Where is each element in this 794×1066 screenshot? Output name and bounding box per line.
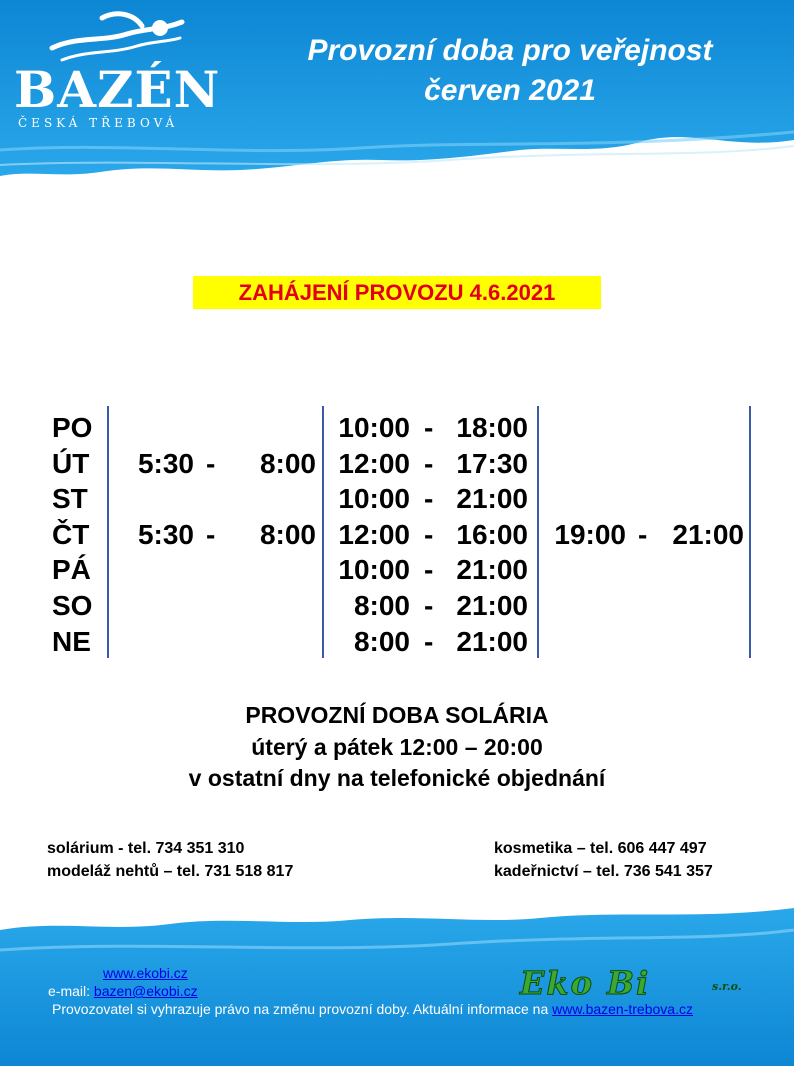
solarium-heading: PROVOZNÍ DOBA SOLÁRIA bbox=[245, 702, 549, 728]
morning-to: 8:00 bbox=[259, 518, 316, 550]
opening-announcement: ZAHÁJENÍ PROVOZU 4.6.2021 bbox=[193, 276, 601, 309]
schedule-row bbox=[0, 588, 794, 624]
afternoon-dash: - bbox=[424, 590, 434, 621]
afternoon-from: 8:00 bbox=[353, 625, 410, 657]
contact-cosmetics: kosmetika – tel. 606 447 497 bbox=[494, 840, 707, 857]
footer-notice bbox=[52, 1001, 693, 1018]
day-label: ÚT bbox=[52, 447, 90, 479]
day-label: ČT bbox=[52, 518, 90, 550]
web-link[interactable]: www.ekobi.cz bbox=[103, 965, 188, 981]
schedule-row bbox=[0, 552, 794, 588]
afternoon-from: 10:00 bbox=[338, 483, 410, 515]
afternoon-dash: - bbox=[424, 412, 434, 443]
day-label: ST bbox=[52, 483, 88, 515]
contact-hairdresser: kadeřnictví – tel. 736 541 357 bbox=[494, 863, 713, 880]
evening-to: 21:00 bbox=[672, 518, 744, 550]
afternoon-dash: - bbox=[424, 447, 434, 479]
footer-web bbox=[103, 965, 188, 982]
morning-dash: - bbox=[206, 518, 216, 550]
schedule-row bbox=[0, 624, 794, 660]
day-label: NE bbox=[52, 625, 91, 657]
schedule-row bbox=[0, 517, 794, 553]
schedule-row bbox=[0, 446, 794, 482]
page-subtitle: červen 2021 bbox=[424, 74, 596, 107]
brand-suffix: s.r.o. bbox=[712, 980, 742, 993]
afternoon-dash: - bbox=[424, 518, 434, 550]
contact-solarium: solárium - tel. 734 351 310 bbox=[47, 840, 245, 857]
afternoon-from: 12:00 bbox=[338, 447, 410, 479]
afternoon-dash: - bbox=[424, 554, 434, 586]
morning-from: 5:30 bbox=[137, 447, 194, 479]
afternoon-dash: - bbox=[424, 625, 434, 657]
email-link[interactable]: bazen@ekobi.cz bbox=[93, 983, 198, 999]
schedule-row bbox=[0, 410, 794, 446]
afternoon-dash: - bbox=[424, 483, 434, 515]
ekobi-logo bbox=[520, 966, 760, 1000]
afternoon-from: 12:00 bbox=[338, 518, 410, 550]
evening-from: 19:00 bbox=[554, 518, 626, 550]
afternoon-to: 21:00 bbox=[456, 590, 528, 621]
schedule-row bbox=[0, 481, 794, 517]
logo-subtitle: ČESKÁ TŘEBOVÁ bbox=[18, 116, 179, 130]
afternoon-from: 8:00 bbox=[353, 590, 410, 621]
bazen-logo bbox=[12, 8, 221, 130]
day-label: SO bbox=[52, 590, 93, 621]
morning-dash: - bbox=[206, 447, 216, 479]
afternoon-from: 10:00 bbox=[338, 412, 410, 443]
schedule-table bbox=[0, 406, 794, 660]
solarium-note: v ostatní dny na telefonické objednání bbox=[188, 765, 606, 791]
solarium-hours: úterý a pátek 12:00 – 20:00 bbox=[251, 734, 543, 760]
morning-from: 5:30 bbox=[137, 518, 194, 550]
afternoon-to: 17:30 bbox=[456, 447, 528, 479]
swimmer-icon bbox=[42, 8, 192, 68]
contact-nails: modeláž nehtů – tel. 731 518 817 bbox=[47, 863, 294, 880]
website-link[interactable]: www.bazen-trebova.cz bbox=[552, 1001, 693, 1017]
logo-wordmark: BAZÉN bbox=[14, 60, 221, 119]
email-label: e-mail: bbox=[48, 983, 94, 999]
brand-name: Eko Bi bbox=[520, 964, 651, 1002]
day-label: PO bbox=[52, 412, 93, 443]
morning-to: 8:00 bbox=[259, 447, 316, 479]
day-label: PÁ bbox=[52, 554, 91, 586]
evening-dash: - bbox=[638, 518, 648, 550]
afternoon-to: 21:00 bbox=[456, 554, 528, 586]
afternoon-to: 18:00 bbox=[456, 412, 528, 443]
notice-text: Provozovatel si vyhrazuje právo na změnu provozní doby. Aktuální informace na bbox=[52, 1001, 553, 1017]
footer-email bbox=[48, 983, 198, 1000]
afternoon-to: 16:00 bbox=[456, 518, 528, 550]
afternoon-to: 21:00 bbox=[456, 625, 528, 657]
afternoon-to: 21:00 bbox=[456, 483, 528, 515]
page-title: Provozní doba pro veřejnost bbox=[307, 34, 713, 67]
afternoon-from: 10:00 bbox=[338, 554, 410, 586]
